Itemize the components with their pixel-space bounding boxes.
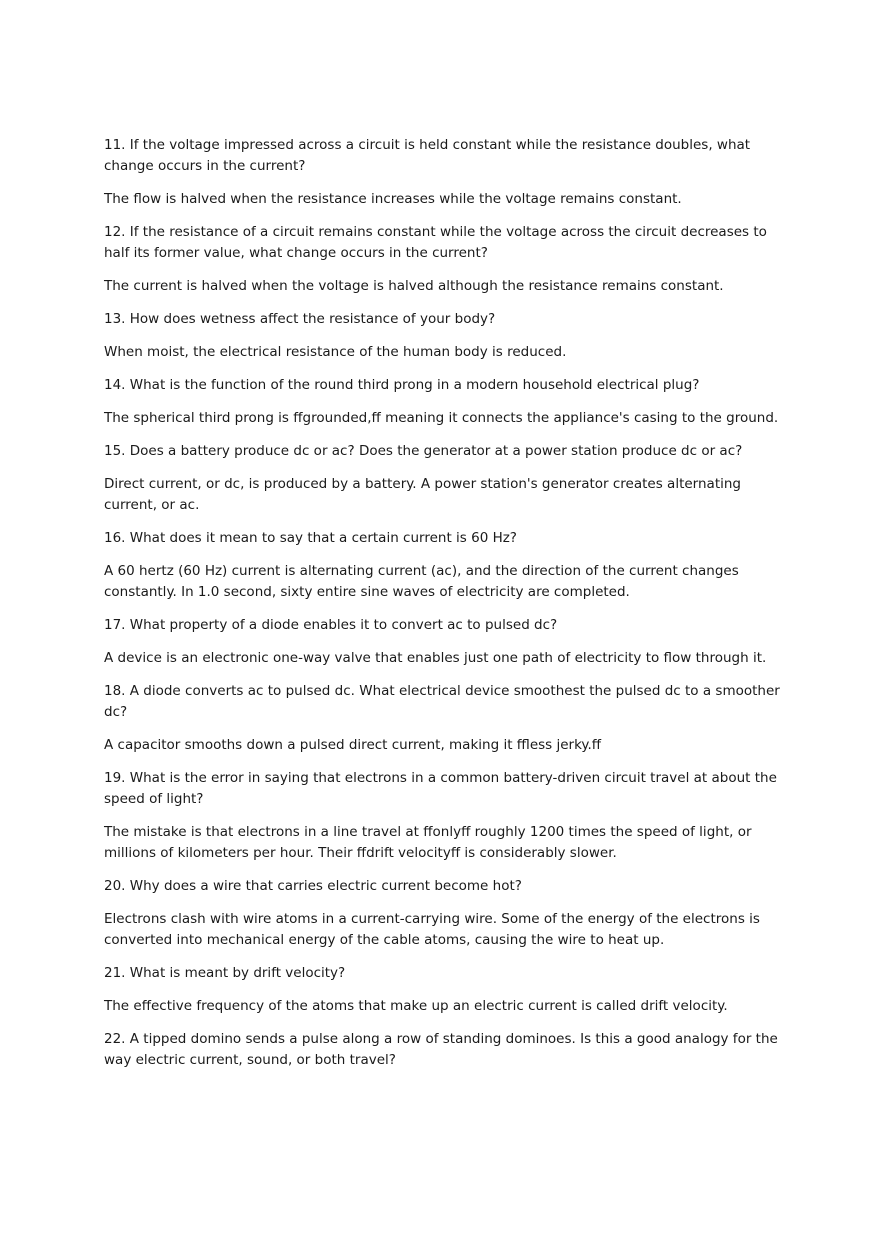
answer-18: A capacitor smooths down a pulsed direct current, making it ffless jerky.ff	[104, 737, 602, 753]
answer-20: Electrons clash with wire atoms in a current-carrying wire. Some of the energy of the electrons is converted into mechanical energy of the cable atoms, causing the wire to heat up.	[104, 911, 760, 948]
answer-21: The effective frequency of the atoms that make up an electric current is called drift velocity.	[104, 998, 728, 1014]
question-14: 14. What is the function of the round third prong in a modern household electrical plug?	[104, 377, 700, 393]
answer-19: The mistake is that electrons in a line travel at ffonlyff roughly 1200 times the speed of light, or millions of kilometers per hour. Their ffdrift velocityff is considerably slower.	[104, 824, 752, 861]
question-11: 11. If the voltage impressed across a circuit is held constant while the resistance doubles, what change occurs in the current?	[104, 137, 751, 174]
question-12: 12. If the resistance of a circuit remains constant while the voltage across the circuit decreases to half its former value, what change occurs in the current?	[104, 224, 767, 261]
question-19: 19. What is the error in saying that electrons in a common battery-driven circuit travel at about the speed of light?	[104, 770, 777, 807]
question-22: 22. A tipped domino sends a pulse along a row of standing dominoes. Is this a good analogy for the way electric current, sound, or both travel?	[104, 1031, 778, 1068]
answer-14: The spherical third prong is ffgrounded,ff meaning it connects the appliance's casing to the ground.	[104, 410, 779, 426]
question-20: 20. Why does a wire that carries electric current become hot?	[104, 878, 522, 894]
answer-12: The current is halved when the voltage is halved although the resistance remains constant.	[104, 278, 724, 294]
question-18: 18. A diode converts ac to pulsed dc. What electrical device smoothest the pulsed dc to a smoother dc?	[104, 683, 780, 720]
answer-16: A 60 hertz (60 Hz) current is alternating current (ac), and the direction of the current changes constantly. In 1.0 second, sixty entire sine waves of electricity are completed.	[104, 563, 739, 600]
question-13: 13. How does wetness affect the resistance of your body?	[104, 311, 496, 327]
document-body	[104, 135, 780, 1083]
answer-13: When moist, the electrical resistance of the human body is reduced.	[104, 344, 567, 360]
question-16: 16. What does it mean to say that a certain current is 60 Hz?	[104, 530, 517, 546]
answer-17: A device is an electronic one-way valve that enables just one path of electricity to flow through it.	[104, 650, 767, 666]
answer-11: The flow is halved when the resistance increases while the voltage remains constant.	[104, 191, 682, 207]
question-15: 15. Does a battery produce dc or ac? Does the generator at a power station produce dc or ac?	[104, 443, 743, 459]
question-17: 17. What property of a diode enables it to convert ac to pulsed dc?	[104, 617, 558, 633]
answer-15: Direct current, or dc, is produced by a battery. A power station's generator creates alternating current, or ac.	[104, 476, 741, 513]
question-21: 21. What is meant by drift velocity?	[104, 965, 346, 981]
